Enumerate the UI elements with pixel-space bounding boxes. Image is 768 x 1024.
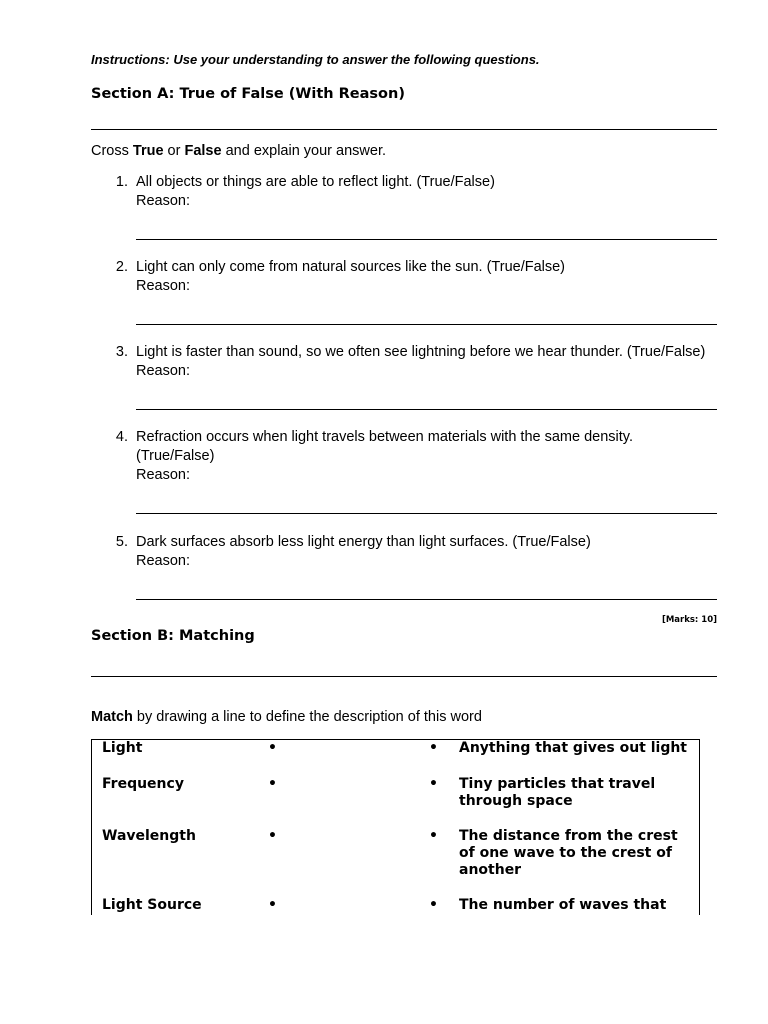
answer-line-4[interactable] [136,513,717,514]
section-b-title: Section B: Matching [91,628,255,644]
section-a-title: Section A: True of False (With Reason) [91,86,405,102]
question-text: Light is faster than sound, so we often see lightning before we hear thunder. (True/False) [136,344,706,360]
question-text: Dark surfaces absorb less light energy than light surfaces. (True/False) [136,534,591,550]
section-b-divider [91,676,717,677]
matching-term: Light [102,740,143,756]
question-text: Refraction occurs when light travels between materials with the same density. [136,429,633,445]
matching-term: Light Source [102,897,202,913]
question-text: All objects or things are able to reflect light. (True/False) [136,174,495,190]
reason-label: Reason: [136,467,191,483]
desc-bullet[interactable]: • [429,828,438,844]
reason-label: Reason: [136,363,191,379]
matching-description: Tiny particles that travel through space [459,776,656,809]
matching-term: Frequency [102,776,184,792]
matching-table [91,739,700,915]
question-text-cont: (True/False) [136,448,215,464]
reason-label: Reason: [136,553,191,569]
reason-label: Reason: [136,278,191,294]
instructions: Instructions: Use your understanding to answer the following questions. [91,52,540,67]
matching-description: The distance from the crest of one wave to the crest of another [459,828,678,878]
marks-label: [Marks: 10] [661,615,717,625]
false-word: False [184,143,222,159]
matching-description: Anything that gives out light [459,740,687,756]
match-word: Match [91,709,133,725]
term-bullet[interactable]: • [268,740,277,756]
answer-line-3[interactable] [136,409,717,410]
term-bullet[interactable]: • [268,828,277,844]
true-word: True [132,143,164,159]
answer-line-2[interactable] [136,324,717,325]
section-b-intro: Match by drawing a line to define the description of this word [91,709,482,725]
desc-bullet[interactable]: • [429,776,438,792]
section-a-intro: Cross True or False and explain your answer. [91,143,387,159]
reason-label: Reason: [136,193,191,209]
answer-line-5[interactable] [136,599,717,600]
desc-bullet[interactable]: • [429,740,438,756]
matching-description: The number of waves that [459,897,667,913]
answer-line-1[interactable] [136,239,717,240]
term-bullet[interactable]: • [268,776,277,792]
matching-term: Wavelength [102,828,196,844]
section-a-divider [91,129,717,130]
term-bullet[interactable]: • [268,897,277,913]
desc-bullet[interactable]: • [429,897,438,913]
question-text: Light can only come from natural sources like the sun. (True/False) [136,259,566,275]
